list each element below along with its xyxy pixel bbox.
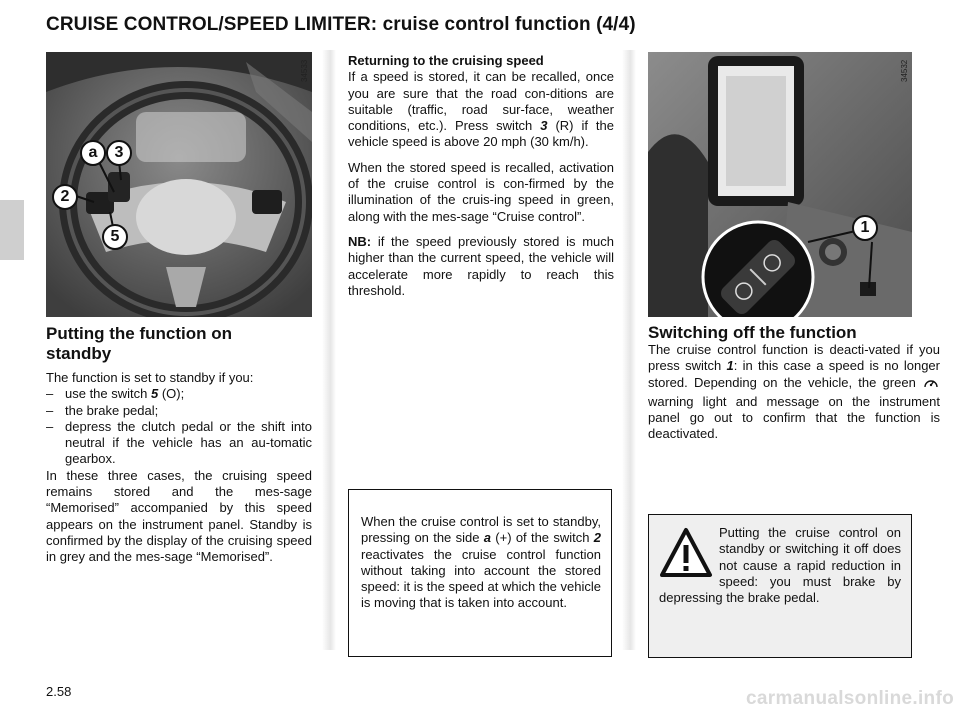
switch-off-text: The cruise control function is deacti-vated if you press switch: [648, 342, 940, 374]
page-number: 2.58: [46, 684, 72, 699]
standby-conditions: [46, 386, 312, 467]
steering-wheel-image: [46, 52, 312, 317]
list-item-pre: use the switch: [65, 386, 151, 402]
list-item: – use the switch 5 (O);: [46, 386, 185, 402]
info-text-mid: (+) of the switch: [490, 530, 594, 546]
list-item-post: (O);: [158, 386, 185, 402]
callout-3: 3: [106, 140, 132, 166]
side-ref: a: [483, 530, 491, 546]
callout-5: 5: [102, 224, 128, 250]
resume-heading: Returning to the cruising speed: [348, 53, 544, 68]
console-image: [648, 52, 912, 317]
column-divider: [622, 50, 636, 650]
warning-text: Putting the cruise control on standby or switching it off does not cause a rapid reduction in speed: you must brake by depressing the brake pedal.: [659, 525, 901, 606]
list-item: – the brake pedal;: [46, 402, 159, 418]
resume-section: [348, 53, 614, 308]
chapter-tab: [0, 200, 24, 260]
cruise-control-icon: [923, 376, 939, 394]
info-text: When the cruise control is set to standby, pressing on the side: [361, 514, 601, 546]
recall-paragraph: When the stored speed is recalled, activation of the cruise control is con-firmed by the illumination of the cruis-ing speed in green, along with the mes-sage “Cruise control”.: [348, 159, 614, 224]
switch-ref: 5: [151, 386, 159, 402]
switch-off-heading: Switching off the function: [648, 323, 857, 342]
list-item-pre: depress the clutch pedal or the shift into neutral if the vehicle has an au-tomatic gearbox.: [65, 418, 312, 467]
warning-box: [648, 514, 912, 658]
warning-icon: [659, 527, 713, 579]
list-item-pre: the brake pedal;: [65, 402, 159, 418]
page-title: CRUISE CONTROL/SPEED LIMITER: cruise control function (4/4): [46, 14, 636, 35]
standby-heading: Putting the function on standby: [46, 324, 233, 363]
watermark: carmanualsonline.info: [746, 688, 954, 709]
resume-text: If a speed is stored, it can be recalled, once you are sure that the road con-ditions are suitable (traffic, road sur-face, weather conditions, etc.). Press switch: [348, 69, 614, 134]
switch-off-paragraph: [648, 342, 940, 443]
note-paragraph: [348, 234, 614, 299]
callout-2: 2: [52, 184, 78, 210]
switch-ref: 1: [726, 358, 734, 374]
callout-a: a: [80, 140, 106, 166]
image-code: 34532: [900, 59, 909, 82]
standby-section: [46, 370, 312, 566]
switch-off-text-mid: : in this case a speed is no longer stored. Depending on the vehicle, the green: [648, 358, 940, 390]
standby-paragraph: In these three cases, the cruising speed remains stored and the mes-sage “Memorised” accompanied by this speed appears on the instrument panel. Standby is confirmed by the display of the cruising speed in grey and the mes-sage “Memorised”.: [46, 467, 312, 565]
switch-off-text-end: warning light and message on the instrument panel go out to confirm that the function is deactivated.: [648, 393, 940, 442]
standby-intro: The function is set to standby if you:: [46, 370, 254, 385]
column-divider: [322, 50, 336, 650]
info-text-end: reactivates the cruise control function without taking into account the stored speed: it is the speed at which the vehicle is moving that is taken into account.: [361, 546, 601, 611]
switch-ref: 3: [540, 118, 548, 134]
image-code: 34533: [300, 59, 309, 82]
note-text: if the speed previously stored is much higher than the current speed, the vehicle will accelerate more rapidly to reach this threshold.: [348, 233, 614, 298]
switch-ref: 2: [593, 530, 601, 546]
info-box: [348, 489, 612, 657]
list-item: – depress the clutch pedal or the shift into neutral if the vehicle has an au-tomatic gearbox.: [46, 418, 312, 467]
resume-text-end: (R) if the vehicle speed is above 20 mph (30 km/h).: [348, 118, 614, 150]
callout-1: 1: [852, 215, 878, 241]
resume-paragraph: [348, 69, 614, 150]
note-label: NB:: [348, 233, 372, 249]
